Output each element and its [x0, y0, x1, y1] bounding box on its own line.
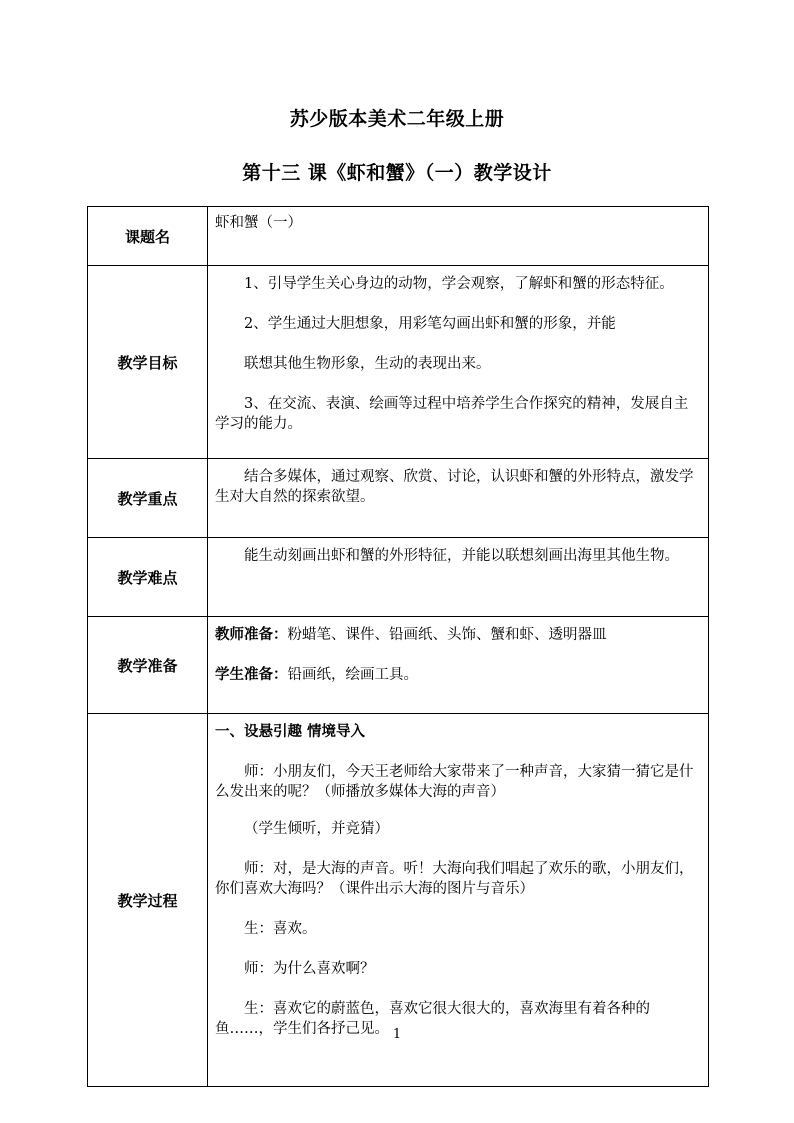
topic-label: 课题名 — [88, 207, 208, 266]
process-paragraph: 师：对，是大海的声音。听！大海向我们唱起了欢乐的歌，小朋友们，你们喜欢大海吗？（课件出示大海的图片与音乐） — [215, 861, 694, 897]
process-label: 教学过程 — [88, 714, 208, 1087]
process-paragraph: （学生倾听，并竞猜） — [244, 821, 389, 837]
table-row-preparation — [88, 617, 709, 714]
process-paragraph: 生：喜欢它的蔚蓝色，喜欢它很大很大的，喜欢海里有着各种的鱼……，学生们各抒己见。 — [215, 1001, 650, 1037]
teacher-preparation — [215, 625, 702, 645]
key-points-text: 结合多媒体，通过观察、欣赏、讨论，认识虾和蟹的外形特点，激发学生对大自然的探索欲望。 — [215, 469, 694, 505]
lesson-plan-table — [87, 206, 709, 1087]
goal-item: 1、引导学生关心身边的动物，学会观察，了解虾和蟹的形态特征。 — [244, 276, 674, 292]
goals-content — [208, 266, 709, 459]
goals-label: 教学目标 — [88, 266, 208, 459]
preparation-content — [208, 617, 709, 714]
table-row-difficulties — [88, 538, 709, 617]
teacher-preparation-label: 教师准备： — [215, 626, 288, 643]
table-row-topic — [88, 207, 709, 266]
lesson-title: 第十三 课《虾和蟹》（一）教学设计 — [242, 162, 552, 184]
process-paragraph: 师：为什么喜欢啊？ — [244, 961, 375, 977]
process-paragraph: 师：小朋友们，今天王老师给大家带来了一种声音，大家猜一猜它是什么发出来的呢？（师播放多媒体大海的声音） — [215, 764, 694, 800]
preparation-label: 教学准备 — [88, 617, 208, 714]
topic-value — [208, 207, 709, 266]
goal-item: 联想其他生物形象，生动的表现出来。 — [244, 356, 491, 372]
key-points-content — [208, 459, 709, 538]
goal-item: 3、在交流、表演、绘画等过程中培养学生合作探究的精神，发展自主学习的能力。 — [215, 396, 689, 432]
page-number: 1 — [392, 1027, 402, 1042]
topic-text: 虾和蟹（一） — [215, 215, 302, 231]
student-preparation-text: 铅画纸，绘画工具。 — [287, 667, 418, 683]
difficulties-text: 能生动刻画出虾和蟹的外形特征，并能以联想刻画出海里其他生物。 — [244, 548, 679, 564]
goal-item: 2、学生通过大胆想象，用彩笔勾画出虾和蟹的形象，并能 — [244, 316, 616, 332]
process-paragraph: 生：喜欢。 — [244, 921, 317, 937]
document-title: 苏少版本美术二年级上册 — [289, 108, 505, 130]
difficulties-label: 教学难点 — [88, 538, 208, 617]
process-heading: 一、设悬引趣 情境导入 — [215, 723, 366, 740]
table-row-key-points — [88, 459, 709, 538]
difficulties-content — [208, 538, 709, 617]
table-row-goals — [88, 266, 709, 459]
student-preparation-label: 学生准备： — [215, 666, 288, 683]
student-preparation — [215, 665, 702, 685]
teacher-preparation-text: 粉蜡笔、课件、铅画纸、头饰、蟹和虾、透明器皿 — [287, 627, 607, 643]
key-points-label: 教学重点 — [88, 459, 208, 538]
